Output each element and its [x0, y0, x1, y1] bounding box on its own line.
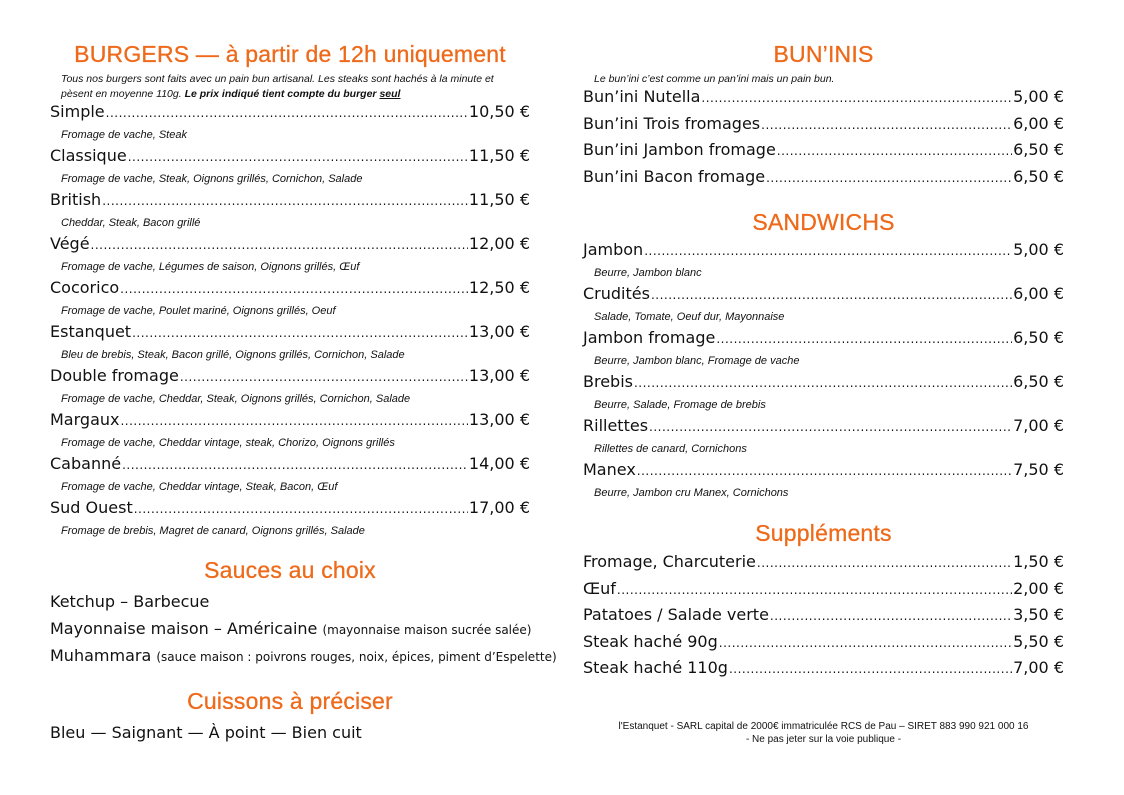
burgers-intro-text: pèsent en moyenne 110g. — [61, 88, 185, 100]
item-description: Beurre, Salade, Fromage de brebis — [594, 399, 766, 411]
sandwichs-title: SANDWICHS — [752, 209, 895, 235]
left-column — [50, 0, 557, 746]
item-price: 10,50 € — [468, 102, 530, 121]
item-name: Fromage, Charcuterie — [583, 552, 756, 571]
menu-item — [583, 632, 1064, 659]
item-name: Steak haché 110g — [583, 658, 728, 677]
item-description: Salade, Tomate, Oeuf dur, Mayonnaise — [594, 311, 785, 323]
right-column — [583, 0, 1064, 685]
dot-leader — [120, 410, 467, 429]
burgers-intro-underline: seul — [379, 88, 401, 100]
footer — [583, 720, 1064, 746]
menu-item — [50, 498, 530, 520]
burgers-list — [50, 102, 530, 542]
burgers-title: BURGERS — à partir de 12h uniquement — [74, 41, 506, 67]
item-price: 7,00 € — [1013, 416, 1064, 435]
item-description: Fromage de vache, Cheddar, Steak, Oignons grillés, Cornichon, Salade — [61, 393, 411, 405]
item-price: 6,50 € — [1013, 328, 1064, 347]
item-price: 5,50 € — [1013, 631, 1064, 651]
dot-leader — [122, 454, 468, 473]
burgers-intro-bold: Le prix indiqué tient compte du burger — [184, 88, 380, 100]
item-price: 6,00 € — [1013, 113, 1064, 133]
item-name: Bun’ini Bacon fromage — [583, 166, 766, 186]
dot-leader — [701, 87, 1012, 106]
item-price: 13,00 € — [468, 410, 530, 429]
item-price: 11,50 € — [468, 146, 530, 165]
dot-leader — [637, 460, 1012, 479]
menu-item — [50, 322, 530, 344]
item-price: 12,50 € — [468, 278, 530, 297]
burgers-intro-line1: Tous nos burgers sont faits avec un pain bun artisanal. Les steaks sont hachés à la minute et — [61, 73, 494, 85]
menu-item — [583, 284, 1064, 306]
dot-leader — [128, 146, 468, 165]
bunini-list — [583, 87, 1064, 193]
item-price: 5,00 € — [1013, 240, 1064, 259]
sauce-name: Muhammara — [50, 646, 157, 665]
item-name: Rillettes — [583, 416, 649, 435]
dot-leader — [120, 278, 468, 297]
menu-item — [50, 278, 530, 300]
item-price: 7,00 € — [1013, 658, 1064, 677]
item-name: Bun’ini Trois fromages — [583, 113, 761, 133]
item-name: Jambon — [583, 240, 644, 259]
item-price: 6,50 € — [1013, 140, 1064, 159]
item-description: Beurre, Jambon cru Manex, Cornichons — [594, 487, 789, 499]
burgers-intro-line2 — [61, 87, 530, 102]
dot-leader — [91, 234, 468, 253]
menu-item — [583, 579, 1064, 606]
item-description: Fromage de vache, Poulet mariné, Oignons grillés, Oeuf — [61, 305, 336, 317]
menu-item — [50, 366, 530, 388]
dot-leader — [634, 372, 1012, 391]
menu-item — [583, 658, 1064, 685]
dot-leader — [770, 605, 1012, 624]
item-description: Rillettes de canard, Cornichons — [594, 443, 747, 455]
dot-leader — [106, 102, 468, 121]
cuissons-line: Bleu — Saignant — À point — Bien cuit — [50, 723, 362, 742]
sauce-line — [50, 642, 557, 669]
item-price: 12,00 € — [468, 234, 530, 253]
dot-leader — [761, 114, 1012, 133]
dot-leader — [180, 366, 468, 385]
menu-item — [583, 372, 1064, 394]
item-name: Manex — [583, 460, 636, 479]
footer-note: - Ne pas jeter sur la voie publique - — [745, 734, 902, 745]
burgers-intro — [50, 72, 530, 102]
item-name: Bun’ini Nutella — [583, 87, 701, 106]
item-price: 5,00 € — [1013, 87, 1064, 106]
cuissons-title: Cuissons à préciser — [187, 688, 393, 714]
item-name: Jambon fromage — [583, 328, 716, 347]
dot-leader — [102, 190, 468, 209]
item-price: 7,50 € — [1013, 460, 1064, 479]
sandwichs-list — [583, 240, 1064, 504]
item-description: Fromage de brebis, Magret de canard, Oignons grillés, Salade — [61, 525, 365, 537]
dot-leader — [617, 579, 1012, 598]
item-description: Beurre, Jambon blanc, Fromage de vache — [594, 355, 800, 367]
item-description: Fromage de vache, Steak, Oignons grillés, Cornichon, Salade — [61, 173, 363, 185]
dot-leader — [716, 328, 1012, 347]
menu-item — [50, 102, 530, 124]
sauce-name: Mayonnaise maison – Américaine — [50, 619, 323, 638]
supplements-list — [583, 552, 1064, 685]
menu-item — [583, 240, 1064, 262]
item-price: 6,50 € — [1013, 166, 1064, 186]
dot-leader — [649, 416, 1012, 435]
item-price: 13,00 € — [468, 322, 530, 341]
dot-leader — [729, 658, 1012, 677]
menu-item — [583, 605, 1064, 632]
dot-leader — [777, 140, 1012, 159]
menu-item — [50, 146, 530, 168]
dot-leader — [757, 552, 1012, 571]
item-description: Beurre, Jambon blanc — [594, 267, 702, 279]
menu-item — [50, 190, 530, 212]
supplements-title: Suppléments — [755, 520, 892, 546]
item-name: Végé — [50, 234, 90, 253]
dot-leader — [134, 498, 468, 517]
item-price: 13,00 € — [468, 366, 530, 385]
bunini-intro: Le bun’ini c’est comme un pan’ini mais un pain bun. — [594, 73, 835, 85]
dot-leader — [719, 632, 1012, 651]
item-name: Margaux — [50, 410, 120, 429]
sauces-title: Sauces au choix — [204, 557, 376, 583]
sauce-note: (sauce maison : poivrons rouges, noix, épices, piment d’Espelette) — [156, 650, 557, 664]
sauce-line — [50, 615, 530, 642]
item-name: Sud Ouest — [50, 498, 133, 517]
item-price: 6,00 € — [1013, 284, 1064, 303]
item-name: Bun’ini Jambon fromage — [583, 140, 776, 159]
dot-leader — [651, 284, 1012, 303]
item-price: 14,00 € — [468, 454, 530, 473]
item-name: Patatoes / Salade verte — [583, 605, 769, 624]
sauce-line: Ketchup – Barbecue — [50, 592, 210, 611]
menu-item — [583, 552, 1064, 579]
item-name: Crudités — [583, 284, 650, 303]
item-price: 1,50 € — [1013, 552, 1064, 571]
menu-item — [583, 140, 1064, 167]
menu-item — [50, 454, 530, 476]
item-price: 17,00 € — [468, 498, 530, 517]
menu-item — [583, 114, 1064, 141]
item-name: Brebis — [583, 372, 633, 391]
item-name: Œuf — [583, 578, 616, 598]
item-description: Fromage de vache, Cheddar vintage, Steak, Bacon, Œuf — [61, 481, 338, 493]
menu-item — [50, 234, 530, 256]
menu-item — [583, 167, 1064, 194]
item-description: Fromage de vache, Légumes de saison, Oignons grillés, Œuf — [61, 261, 360, 273]
dot-leader — [132, 322, 468, 341]
bunini-title: BUN’INIS — [773, 41, 874, 67]
item-price: 11,50 € — [468, 190, 530, 209]
item-name: Steak haché 90g — [583, 631, 718, 651]
footer-legal: l'Estanquet - SARL capital de 2000€ immatriculée RCS de Pau – SIRET 883 990 921 000 16 — [618, 721, 1029, 732]
item-price: 6,50 € — [1013, 372, 1064, 391]
item-name: Double fromage — [50, 366, 179, 385]
item-name: Simple — [50, 102, 105, 121]
item-name: Estanquet — [50, 322, 132, 341]
menu-item — [583, 328, 1064, 350]
item-name: Cabanné — [50, 454, 122, 473]
sauces-list — [50, 588, 557, 669]
dot-leader — [644, 240, 1012, 259]
dot-leader — [766, 167, 1012, 186]
menu-item — [583, 460, 1064, 482]
menu-item — [583, 416, 1064, 438]
item-price: 2,00 € — [1013, 578, 1064, 598]
item-description: Fromage de vache, Cheddar vintage, steak, Chorizo, Oignons grillés — [61, 437, 395, 449]
item-description: Bleu de brebis, Steak, Bacon grillé, Oignons grillés, Cornichon, Salade — [61, 349, 405, 361]
item-name: British — [50, 190, 102, 209]
item-description: Cheddar, Steak, Bacon grillé — [61, 217, 201, 229]
menu-item — [583, 87, 1064, 114]
item-name: Cocorico — [50, 278, 120, 297]
item-name: Classique — [50, 146, 127, 165]
item-price: 3,50 € — [1013, 605, 1064, 624]
item-description: Fromage de vache, Steak — [61, 129, 187, 141]
sauce-note: (mayonnaise maison sucrée salée) — [322, 623, 532, 637]
menu-item — [50, 410, 530, 432]
